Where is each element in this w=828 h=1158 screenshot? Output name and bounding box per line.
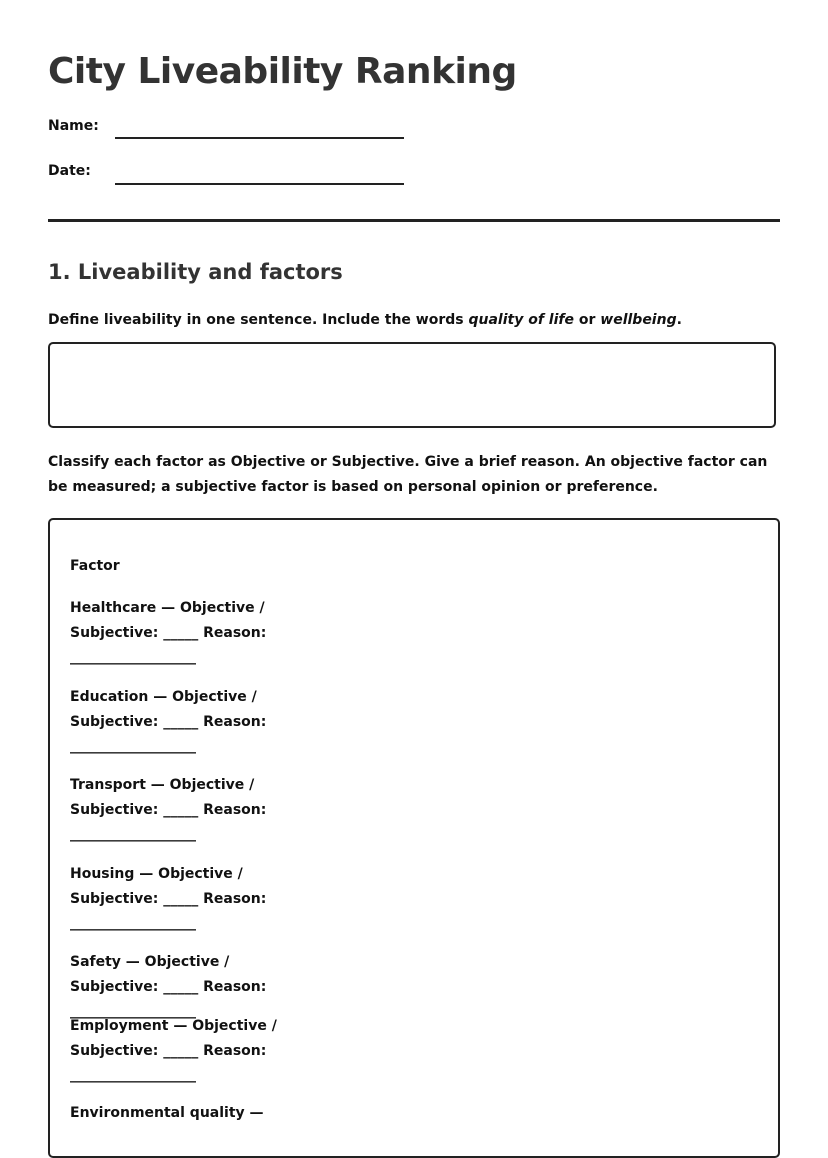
table-row-environmental-quality[interactable]: Environmental quality —: [70, 1105, 264, 1121]
table-header-factor: Factor: [70, 558, 120, 574]
header-divider: [48, 219, 780, 222]
question-classify-factors: Classify each factor as Objective or Subjective. Give a brief reason. An objective factor can be measured; a subjective factor is based on personal opinion or preference.: [48, 454, 768, 495]
question-connector: or: [573, 312, 601, 328]
section-heading: 1. Liveability and factors: [48, 260, 343, 284]
name-label: Name:: [48, 118, 99, 134]
term-wellbeing: wellbeing: [600, 312, 677, 328]
term-quality-of-life: quality of life: [468, 312, 574, 328]
date-label: Date:: [48, 163, 91, 179]
table-row-healthcare[interactable]: Healthcare — Objective / Subjective: _____ Reason: __________________: [70, 600, 267, 665]
definition-answer-box[interactable]: [48, 342, 776, 428]
name-field[interactable]: [115, 137, 404, 139]
table-row-employment[interactable]: Employment — Objective / Subjective: _____ Reason: __________________: [70, 1018, 277, 1083]
factor-table: [48, 518, 780, 1158]
table-row-transport[interactable]: Transport — Objective / Subjective: _____ Reason: __________________: [70, 777, 267, 842]
page-title: City Liveability Ranking: [48, 51, 517, 92]
date-field[interactable]: [115, 183, 404, 185]
question-define-liveability: [48, 308, 768, 333]
table-row-safety[interactable]: Safety — Objective / Subjective: _____ Reason: __________________: [70, 954, 267, 1019]
question-text: Define liveability in one sentence. Include the words: [48, 312, 469, 328]
question-end: .: [676, 312, 682, 328]
table-row-housing[interactable]: Housing — Objective / Subjective: _____ Reason: __________________: [70, 866, 267, 931]
table-row-education[interactable]: Education — Objective / Subjective: _____ Reason: __________________: [70, 689, 267, 754]
